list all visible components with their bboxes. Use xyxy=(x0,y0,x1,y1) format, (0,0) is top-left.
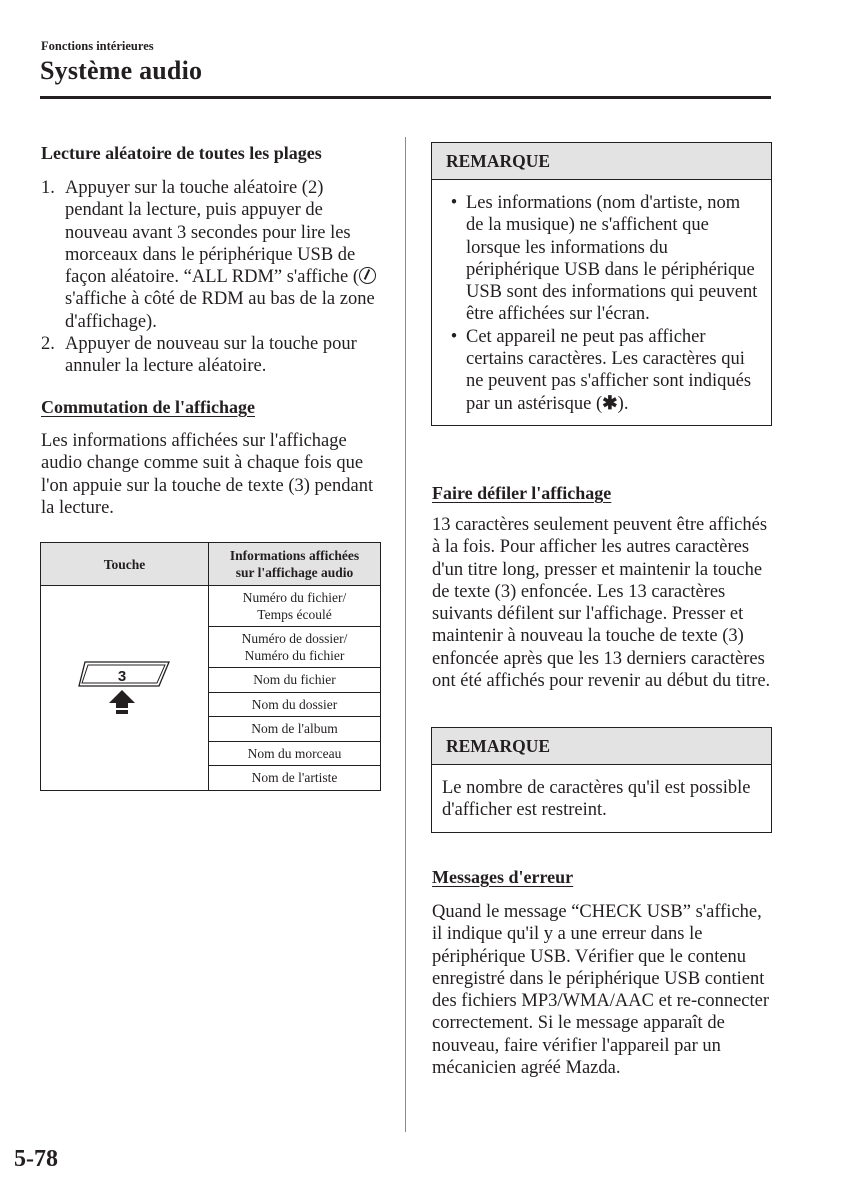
table-header-info xyxy=(209,543,381,586)
header-line: Informations affichées xyxy=(229,548,360,563)
text-key-cell xyxy=(41,586,209,791)
display-info-table xyxy=(40,542,381,791)
remark-box xyxy=(431,142,772,426)
step-text-part: Appuyer sur la touche aléatoire (2) pendant la lecture, puis appuyer de nouveau avant 3 secondes pour lire les morceaux dans le périphérique USB de façon aléatoire. “ALL RDM” s'affiche ( xyxy=(65,178,360,288)
info-cell: Nom de l'album xyxy=(209,717,381,742)
info-line: Numéro du fichier/ xyxy=(242,590,347,605)
info-line: Temps écoulé xyxy=(257,607,332,622)
random-heading: Lecture aléatoire de toutes les plages xyxy=(41,143,322,163)
page-title: Système audio xyxy=(40,56,203,85)
errors-heading: Messages d'erreur xyxy=(432,867,574,887)
header-line: sur l'affichage audio xyxy=(235,565,354,580)
info-cell xyxy=(209,627,381,668)
key-label: 3 xyxy=(117,667,126,685)
bullet-text-part: ). xyxy=(617,393,629,414)
page-number: 5-78 xyxy=(14,1146,58,1172)
table-header-key: Touche xyxy=(41,543,209,586)
remark-bullet xyxy=(442,192,761,326)
remark-title: REMARQUE xyxy=(432,728,771,765)
asterisk-symbol: ✱ xyxy=(602,393,618,414)
step-number: 1. xyxy=(41,178,55,198)
remark-title: REMARQUE xyxy=(432,143,771,180)
random-steps xyxy=(41,177,386,378)
bullet-dot: • xyxy=(450,193,458,213)
table-row xyxy=(41,586,381,627)
table-header-row xyxy=(41,543,381,586)
info-line: Numéro du fichier xyxy=(244,648,345,663)
remark-body xyxy=(432,180,771,425)
shuffle-icon xyxy=(359,267,376,284)
remark-bullet xyxy=(442,326,761,415)
step-text-part: s'affiche à côté de RDM au bas de la zone d'affichage). xyxy=(65,289,375,332)
remark-box xyxy=(431,727,772,833)
info-cell: Nom du dossier xyxy=(209,692,381,717)
step-text xyxy=(65,177,386,333)
errors-body: Quand le message “CHECK USB” s'affiche, il indique qu'il y a une erreur dans le périphérique USB. Vérifier que le contenu enregistré dans le périphérique USB contient des fichiers MP3/WMA/AAC et re-connecter correctement. Si le message apparaît de nouveau, faire vérifier l'appareil par un mécanicien agréé Mazda. xyxy=(432,902,770,1079)
info-cell: Nom du morceau xyxy=(209,741,381,766)
display-switch-body: Les informations affichées sur l'affichage audio change comme suit à chaque fois que l'on appuie sur la touche de texte (3) pendant la lecture. xyxy=(41,431,374,518)
section-label: Fonctions intérieures xyxy=(41,39,154,53)
bullet-dot: • xyxy=(450,326,458,347)
scroll-body: 13 caractères seulement peuvent être affichés à la fois. Pour afficher les autres caractères d'un titre long, presser et maintenir la touche de texte (3) enfoncée. Les 13 caractères suivants défilent sur l'affichage. Presser et maintenir à nouveau la touche de texte (3) enfoncée après que les 13 derniers caractères ont été affichés pour revenir au début du titre. xyxy=(432,515,771,692)
step-item xyxy=(41,177,386,333)
info-cell: Nom du fichier xyxy=(209,668,381,693)
step-number: 2. xyxy=(41,334,55,355)
bullet-text xyxy=(466,326,761,415)
info-cell: Nom de l'artiste xyxy=(209,766,381,791)
bullet-text-part: Cet appareil ne peut pas afficher certains caractères. Les caractères qui ne peuvent pas s'afficher sont indiqués par un astérisque ( xyxy=(466,326,752,414)
column-divider xyxy=(405,137,406,1132)
info-cell xyxy=(209,586,381,627)
scroll-heading: Faire défiler l'affichage xyxy=(432,483,612,503)
header-divider xyxy=(40,96,771,99)
bullet-text: Les informations (nom d'artiste, nom de la musique) ne s'affichent que lorsque les informations du périphérique USB dans le périphérique USB sont des informations qui peuvent être affichées sur l'écran. xyxy=(466,193,758,325)
step-item xyxy=(41,333,386,378)
remark-body: Le nombre de caractères qu'il est possible d'afficher est restreint. xyxy=(442,778,751,821)
text-key-illustration xyxy=(75,658,175,718)
display-switch-heading: Commutation de l'affichage xyxy=(41,397,255,417)
step-text: Appuyer de nouveau sur la touche pour annuler la lecture aléatoire. xyxy=(65,334,357,377)
info-line: Numéro de dossier/ xyxy=(241,631,348,646)
text-key-icon xyxy=(75,658,175,718)
